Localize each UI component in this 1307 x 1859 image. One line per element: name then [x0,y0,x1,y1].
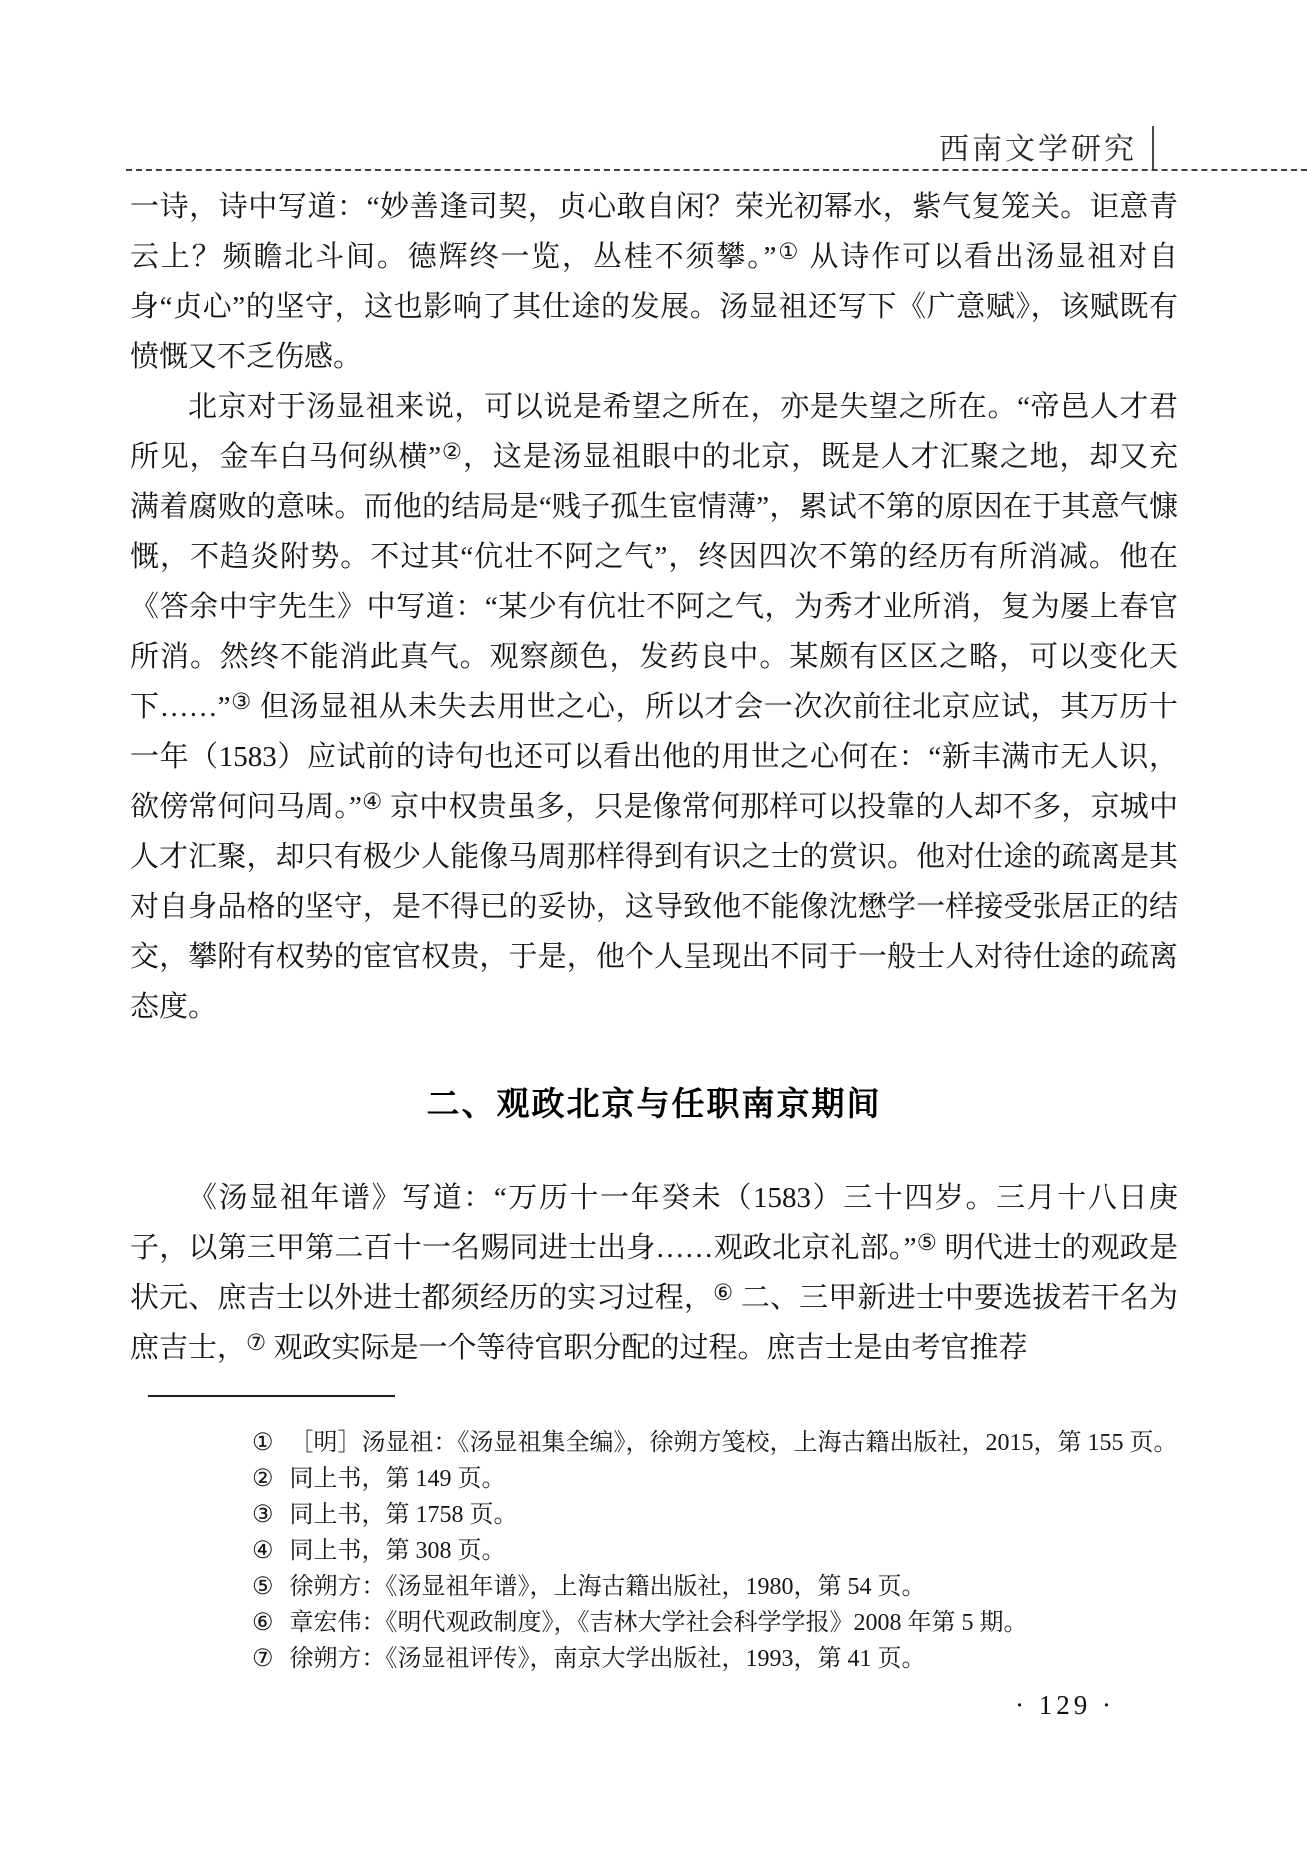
footnote-text: 章宏伟：《明代观政制度》，《吉林大学社会科学学报》2008 年第 5 期。 [289,1610,1028,1636]
section-heading: 二、观政北京与任职南京期间 [426,1085,882,1122]
footnote-list [130,1425,1178,1677]
footnote-marker: ① [252,1430,274,1456]
footnote-area [130,1395,1178,1677]
footnote-item [252,1641,1178,1677]
footnote-separator-rule [148,1395,395,1397]
footnote-text: 同上书，第 308 页。 [289,1538,506,1564]
footnote-text: 同上书，第 1758 页。 [289,1502,518,1528]
footnote-marker: ③ [252,1502,274,1528]
body-paragraph-1: 一诗，诗中写道：“妙善逢司契，贞心敢自闲？荣光初幂水，紫气复笼关。讵意青云上？频瞻北斗间。德辉终一览，丛桂不须攀。”① 从诗作可以看出汤显祖对自身“贞心”的坚守，这也影响了其仕途的发展。汤显祖还写下《广意赋》，该赋既有愤慨又不乏伤感。 [130,191,1178,373]
header-dashed-rule [126,169,1307,171]
footnote-ref: ⑥ [713,1280,734,1305]
footnote-item [252,1605,1178,1641]
footnote-item [252,1461,1178,1497]
footnote-item [252,1533,1178,1569]
footnote-marker: ② [252,1466,274,1492]
page-body [130,182,1178,1373]
footnote-ref: ③ [230,689,253,714]
footnote-ref: ⑦ [246,1330,267,1355]
page-number: · 129 · [1015,1690,1115,1720]
footnote-item [252,1497,1178,1533]
footnote-text: ［明］汤显祖：《汤显祖集全编》，徐朔方笺校，上海古籍出版社，2015，第 155 页。 [289,1430,1178,1456]
footnote-item [252,1425,1178,1461]
body-paragraph-2: 北京对于汤显祖来说，可以说是希望之所在，亦是失望之所在。“帝邑人才君所见，金车白马何纵横”②，这是汤显祖眼中的北京，既是人才汇聚之地，却又充满着腐败的意味。而他的结局是“贱子孤生宦情薄”，累试不第的原因在于其意气慷慨，不趋炎附势。不过其“伉壮不阿之气”，终因四次不第的经历有所消减。他在《答余中宇先生》中写道：“某少有伉壮不阿之气，为秀才业所消，复为屡上春官所消。然终不能消此真气。观察颜色，发药良中。某颇有区区之略，可以变化天下……”③ 但汤显祖从未失去用世之心，所以才会一次次前往北京应试，其万历十一年（1583）应试前的诗句也还可以看出他的用世之心何在：“新丰满市无人识，欲傍常何问马周。”④ 京中权贵虽多，只是像常何那样可以投靠的人却不多，京城中人才汇聚，却只有极少人能像马周那样得到有识之士的赏识。他对仕途的疏离是其对自身品格的坚守，是不得已的妥协，这导致他不能像沈懋学一样接受张居正的结交，攀附有权势的宦官权贵，于是，他个人呈现出不同于一般士人对待仕途的疏离态度。 [130,391,1178,1023]
footnote-ref: ④ [361,789,383,814]
journal-title: 西南文学研究 [939,133,1137,166]
footnote-marker: ⑤ [252,1574,274,1600]
footnote-ref: ⑤ [916,1230,938,1255]
footnote-text: 同上书，第 149 页。 [289,1466,506,1492]
footnote-marker: ⑥ [252,1610,274,1636]
footnote-item [252,1569,1178,1605]
footnote-text: 徐朔方：《汤显祖评传》，南京大学出版社，1993，第 41 页。 [289,1646,926,1672]
footnote-marker: ⑦ [252,1646,274,1672]
footnote-marker: ④ [252,1538,274,1564]
body-paragraph-3: 《汤显祖年谱》写道：“万历十一年癸未（1583）三十四岁。三月十八日庚子，以第三甲第二百十一名赐同进士出身……观政北京礼部。”⑤ 明代进士的观政是状元、庶吉士以外进士都须经历的实习过程，⑥ 二、三甲新进士中要选拔若干名为庶吉士，⑦ 观政实际是一个等待官职分配的过程。庶吉士是由考官推荐 [130,1182,1178,1364]
header-vertical-rule [1152,126,1154,171]
footnote-text: 徐朔方：《汤显祖年谱》，上海古籍出版社，1980，第 54 页。 [289,1574,926,1600]
footnote-ref: ① [776,239,801,264]
footnote-ref: ② [441,439,464,464]
